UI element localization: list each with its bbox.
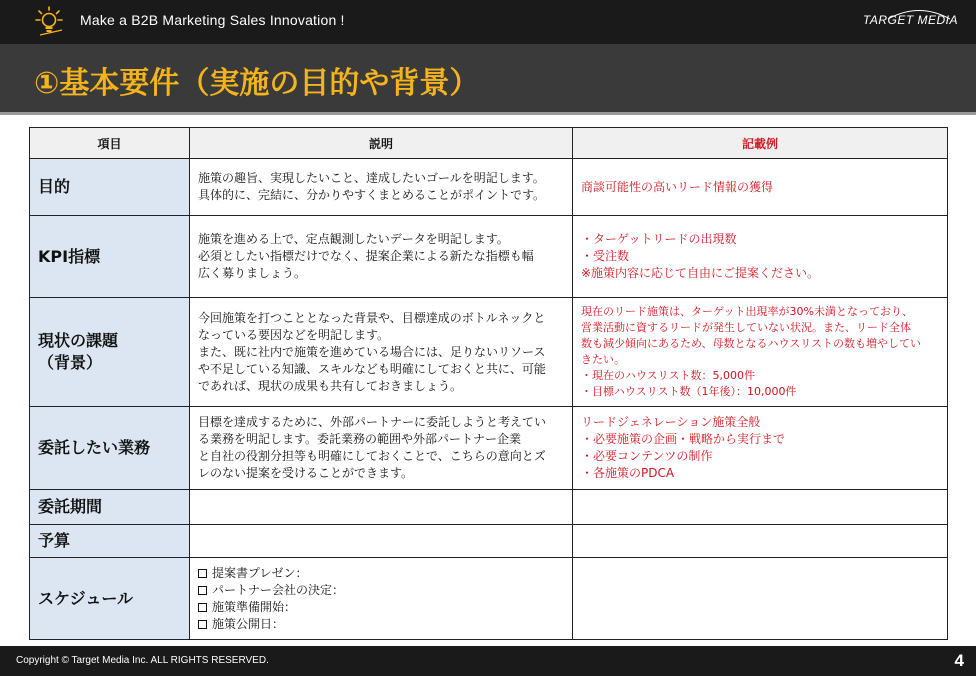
footer-bar bbox=[0, 646, 976, 676]
checklist-item bbox=[198, 565, 564, 582]
example-line: 数も減少傾向にあるため、母数となるハウスリストの数も増やしてい bbox=[581, 337, 922, 350]
row-description bbox=[190, 525, 573, 558]
description-line bbox=[198, 378, 564, 395]
checkbox-icon[interactable] bbox=[198, 620, 207, 629]
description-line bbox=[198, 431, 564, 448]
item-line: 目的 bbox=[38, 177, 71, 196]
example-line: ・必要施策の企画・戦略から実行まで bbox=[581, 432, 786, 446]
example-line: ・受注数 bbox=[581, 249, 630, 263]
example-line: ・必要コンテンツの制作 bbox=[581, 449, 713, 463]
row-description bbox=[190, 558, 573, 640]
row-description bbox=[190, 159, 573, 216]
row-description bbox=[190, 216, 573, 298]
title-divider bbox=[0, 112, 976, 115]
row-example bbox=[573, 159, 948, 216]
row-description bbox=[190, 407, 573, 490]
description-line bbox=[198, 344, 564, 361]
table-row bbox=[30, 490, 948, 525]
copyright-text: Copyright © Target Media Inc. ALL RIGHTS RESERVED. bbox=[16, 655, 269, 666]
checklist-item bbox=[198, 582, 564, 599]
checklist-item bbox=[198, 599, 564, 616]
requirements-table bbox=[29, 127, 948, 640]
item-line: 委託したい業務 bbox=[38, 438, 151, 457]
line-text: 必須としたい指標だけでなく、提案企業による新たな指標も幅 bbox=[198, 249, 534, 263]
description-line bbox=[198, 414, 564, 431]
example-line: リードジェネレーション施策全般 bbox=[581, 415, 761, 429]
row-item-label bbox=[30, 525, 190, 558]
item-line: 現状の課題 bbox=[38, 331, 119, 350]
top-header-bar bbox=[0, 0, 976, 44]
table-header-row bbox=[30, 128, 948, 159]
checkbox-icon[interactable] bbox=[198, 569, 207, 578]
line-text: る業務を明記します。委託業務の範囲や外部パートナー企業 bbox=[198, 432, 522, 446]
line-text: なっている要因などを明記します。 bbox=[198, 327, 390, 342]
line-text: 今回施策を打つこととなった背景や、目標達成のボトルネックと bbox=[198, 310, 546, 325]
brand-logo-text: TARGET MEDIA bbox=[862, 13, 958, 27]
row-example bbox=[573, 558, 948, 640]
line-text: 目標を達成するために、外部パートナーに委託しようと考えてい bbox=[198, 415, 547, 429]
line-text: 広く募りましょう。 bbox=[198, 266, 307, 280]
row-item-label bbox=[30, 558, 190, 640]
row-example bbox=[573, 490, 948, 525]
title-bar bbox=[0, 44, 976, 112]
line-text: レのない提案を受けることができます。 bbox=[198, 466, 414, 480]
row-example bbox=[573, 525, 948, 558]
row-item-label bbox=[30, 298, 190, 407]
description-line bbox=[198, 465, 564, 482]
row-description bbox=[190, 298, 573, 407]
table-row bbox=[30, 216, 948, 298]
checkbox-icon[interactable] bbox=[198, 603, 207, 612]
line-text: パートナー会社の決定： bbox=[212, 582, 345, 597]
description-line bbox=[198, 248, 564, 265]
item-line: 委託期間 bbox=[38, 497, 103, 516]
table-row bbox=[30, 525, 948, 558]
checklist-item bbox=[198, 616, 564, 633]
row-item-label bbox=[30, 159, 190, 216]
page-title: ①基本要件（実施の目的や背景） bbox=[34, 66, 480, 101]
description-line bbox=[198, 187, 564, 204]
line-text: 具体的に、完結に、分かりやすくまとめることがポイントです。 bbox=[198, 188, 546, 202]
header-tagline: Make a B2B Marketing Sales Innovation ! bbox=[80, 12, 345, 28]
checkbox-icon[interactable] bbox=[198, 586, 207, 595]
lightbulb-icon bbox=[32, 6, 66, 38]
line-text: 施策公開日： bbox=[212, 616, 285, 631]
item-line: KPI指標 bbox=[38, 246, 101, 266]
line-text: 施策準備開始： bbox=[212, 599, 297, 614]
example-line: ※施策内容に応じて自由にご提案ください。 bbox=[581, 266, 820, 280]
page-number: 4 bbox=[954, 651, 964, 670]
header-example: 記載例 bbox=[573, 128, 948, 159]
description-line bbox=[198, 170, 564, 187]
line-text: であれば、現状の成果も共有しておきましょう。 bbox=[198, 378, 463, 393]
row-item-label bbox=[30, 407, 190, 490]
table-row bbox=[30, 407, 948, 490]
line-text: 施策を進める上で、定点観測したいデータを明記します。 bbox=[198, 232, 509, 246]
description-line bbox=[198, 327, 564, 344]
example-line: ・各施策のPDCA bbox=[581, 466, 675, 480]
example-line: ・ターゲットリードの出現数 bbox=[581, 232, 737, 246]
line-text: や不足している知識、スキルなども明確にしておくと共に、可能 bbox=[198, 361, 546, 376]
line-text: と自社の役割分担等も明確にしておくことで、こちらの意向とズ bbox=[198, 449, 546, 463]
description-line bbox=[198, 448, 564, 465]
description-line bbox=[198, 265, 564, 282]
row-item-label bbox=[30, 490, 190, 525]
table-row bbox=[30, 558, 948, 640]
line-text: 提案書プレゼン： bbox=[212, 565, 308, 580]
row-item-label bbox=[30, 216, 190, 298]
row-example bbox=[573, 298, 948, 407]
row-example bbox=[573, 216, 948, 298]
example-line: 現在のリード施策は、ターゲット出現率が30%未満となっており、 bbox=[581, 305, 914, 318]
example-line: ・現在のハウスリスト数：5,000件 bbox=[581, 369, 755, 382]
example-line: きたい。 bbox=[581, 353, 625, 366]
header-description: 説明 bbox=[190, 128, 573, 159]
description-line bbox=[198, 310, 564, 327]
example-line: 営業活動に資するリードが発生していない状況。また、リード全体 bbox=[581, 321, 911, 334]
row-example bbox=[573, 407, 948, 490]
header-item: 項目 bbox=[30, 128, 190, 159]
item-line: スケジュール bbox=[38, 588, 134, 608]
example-line: ・目標ハウスリスト数（1年後）：10,000件 bbox=[581, 385, 797, 398]
line-text: また、既に社内で施策を進めている場合には、足りないリソース bbox=[198, 344, 546, 359]
table-row bbox=[30, 298, 948, 407]
line-text: 施策の趣旨、実現したいこと、達成したいゴールを明記します。 bbox=[198, 171, 545, 185]
description-line bbox=[198, 361, 564, 378]
item-line: （背景） bbox=[38, 353, 103, 372]
example-line: 商談可能性の高いリード情報の獲得 bbox=[581, 179, 774, 194]
item-line: 予算 bbox=[38, 531, 71, 550]
description-line bbox=[198, 231, 564, 248]
table-row bbox=[30, 159, 948, 216]
row-description bbox=[190, 490, 573, 525]
